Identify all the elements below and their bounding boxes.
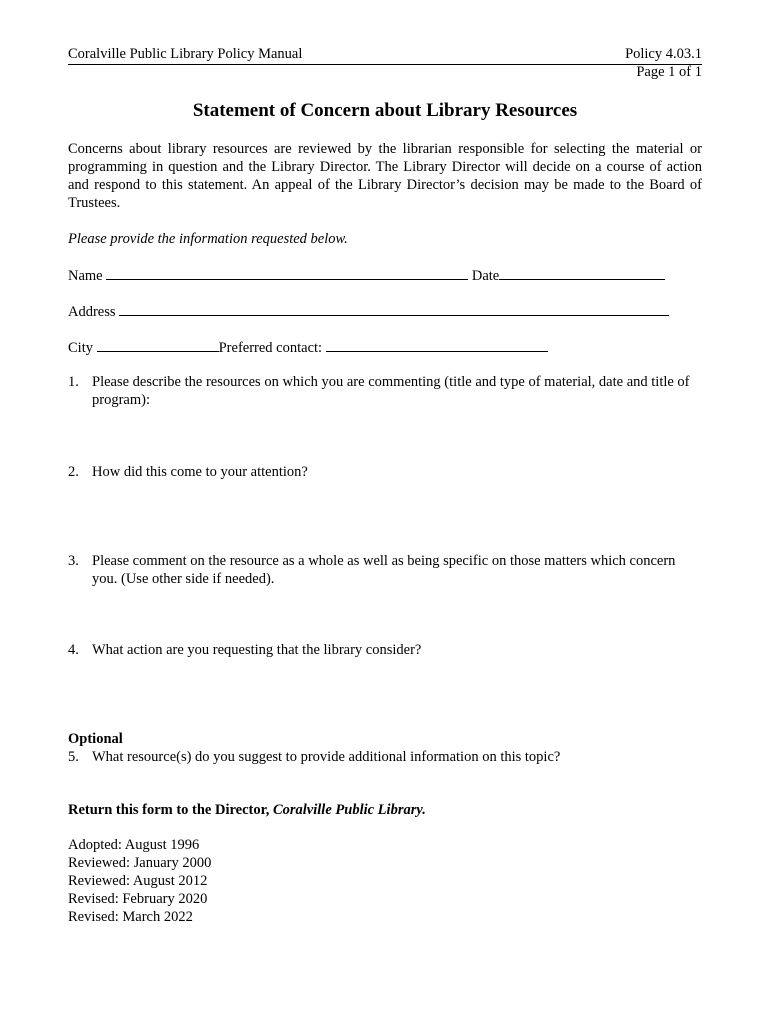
preferred-contact-field[interactable] [326, 337, 548, 352]
address-field[interactable] [119, 301, 669, 316]
header-right [625, 45, 702, 81]
return-instructions [68, 801, 426, 819]
question-1 [68, 373, 702, 409]
name-label: Name [68, 268, 103, 284]
instructions: Please provide the information requested below. [68, 231, 348, 247]
history-item: Revised: February 2020 [68, 891, 208, 907]
name-date-row [68, 265, 665, 285]
question-number: 3. [68, 553, 79, 569]
city-field[interactable] [97, 337, 219, 352]
date-label: Date [471, 268, 500, 284]
question-number: 5. [68, 749, 79, 765]
history-item: Reviewed: August 2012 [68, 873, 208, 889]
date-field[interactable] [499, 265, 665, 280]
city-label: City [68, 340, 93, 356]
question-5 [68, 748, 702, 766]
page-title: Statement of Concern about Library Resources [192, 100, 578, 121]
optional-heading: Optional [68, 731, 123, 747]
header-rule [68, 45, 702, 65]
question-text: How did this come to your attention? [92, 464, 308, 480]
manual-title: Coralville Public Library Policy Manual [68, 46, 303, 62]
address-row [68, 301, 669, 321]
question-text: Please comment on the resource as a whole as well as being specific on those matters which concern you. (Use other side if needed). [92, 553, 676, 587]
question-text: What resource(s) do you suggest to provide additional information on this topic? [92, 749, 561, 765]
return-prefix: Return this form to the Director, [68, 802, 273, 818]
page-info: Page 1 of 1 [636, 64, 702, 80]
policy-number: Policy 4.03.1 [625, 46, 702, 62]
history-item: Adopted: August 1996 [68, 837, 200, 853]
question-number: 1. [68, 374, 79, 390]
question-4 [68, 641, 702, 659]
question-number: 4. [68, 642, 79, 658]
question-number: 2. [68, 464, 79, 480]
question-text: What action are you requesting that the library consider? [92, 642, 422, 658]
return-library: Coralville Public Library. [272, 802, 426, 818]
question-3 [68, 552, 702, 588]
question-2 [68, 463, 702, 481]
history-item: Reviewed: January 2000 [68, 855, 212, 871]
question-text: Please describe the resources on which you are commenting (title and type of material, date and title of program): [92, 374, 690, 408]
revision-history [68, 836, 211, 926]
intro-paragraph: Concerns about library resources are reviewed by the librarian responsible for selecting the material or programming in question and the Library Director. The Library Director will decide on a course of action and respond to this statement. An appeal of the Library Director’s decision may be made to the Board of Trustees. [68, 141, 702, 211]
preferred-contact-label: Preferred contact: [218, 340, 323, 356]
city-contact-row [68, 337, 548, 357]
address-label: Address [68, 304, 116, 320]
history-item: Revised: March 2022 [68, 909, 193, 925]
name-field[interactable] [106, 265, 468, 280]
